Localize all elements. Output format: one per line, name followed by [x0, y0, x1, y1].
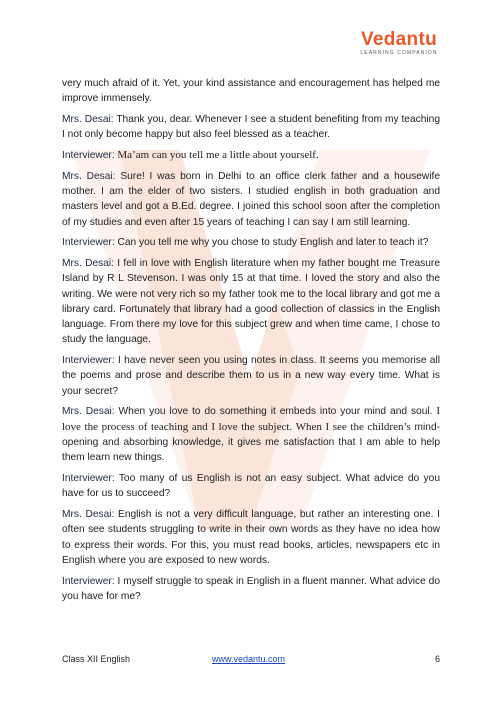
speaker-label: Interviewer:	[62, 237, 115, 249]
logo-tagline: LEARNING COMPANION	[360, 50, 438, 56]
paragraph-text: Too many of us English is not an easy subject. What advice do you have for us to succeed?	[62, 472, 440, 500]
paragraph-text-serif: I love the process of teaching and I love the subject. When I see the children’s	[62, 405, 440, 433]
paragraph-2	[62, 148, 440, 163]
paragraph-6	[62, 353, 440, 399]
paragraph-text: When you love to do something it embeds into your mind and soul.	[114, 406, 433, 418]
interview-text	[62, 76, 440, 610]
paragraph-text: Can you tell me why you chose to study English and later to teach it?	[114, 237, 429, 249]
vedantu-logo	[344, 30, 454, 57]
paragraph-9	[62, 507, 440, 568]
paragraph-text-after: mind-opening and absorbing knowledge, it gives me satisfaction that I am able to help them learn new things.	[62, 421, 440, 464]
paragraph-10	[62, 574, 440, 605]
paragraph-text: Thank you, dear. Whenever I see a student benefiting from my teaching I not only become happy but also feel blessed as a teacher.	[62, 113, 440, 141]
paragraph-0	[62, 76, 440, 107]
speaker-label: Interviewer:	[62, 149, 115, 161]
paragraph-5	[62, 256, 440, 348]
paragraph-text: very much afraid of it. Yet, your kind assistance and encouragement has helped me improve immensely.	[62, 78, 440, 105]
paragraph-4	[62, 235, 440, 250]
paragraph-text: Sure! I was born in Delhi to an office clerk father and a housewife mother. I am the elder of two sisters. I studied english in both graduation and masters level and got a B.Ed. degree. I joined this school soon after the completion of my studies and even after 15 years of teaching I can say I am still learning.	[62, 170, 441, 228]
paragraph-1	[62, 112, 440, 143]
footer-website-link[interactable]: www.vedantu.com	[212, 654, 286, 664]
speaker-label: Mrs. Desai:	[62, 257, 114, 269]
speaker-label: Mrs. Desai:	[62, 113, 114, 125]
paragraph-text: Ma’am can you tell me a little about yourself.	[114, 148, 319, 161]
speaker-label: Interviewer:	[62, 355, 115, 367]
paragraph-7	[62, 404, 440, 465]
speaker-label: Mrs. Desai:	[62, 508, 115, 520]
paragraph-text: I have never seen you using notes in class. It seems you memorise all the poems and prose and describe them to us in a new way every time. What is your secret?	[62, 355, 440, 397]
paragraph-3	[62, 169, 440, 230]
speaker-label: Interviewer:	[62, 575, 115, 587]
paragraph-text: I myself struggle to speak in English in a fluent manner. What advice do you have for me?	[62, 575, 440, 602]
page-footer	[62, 654, 440, 668]
speaker-label: Interviewer:	[62, 472, 115, 484]
logo-wordmark: Vedantu	[360, 29, 437, 50]
paragraph-text: I fell in love with English literature when my father bought me Treasure Island by R L Stevenson. I was only 15 at that time. I loved the story and also the writing. We were not very rich so my father took me to the local library and got me a library card. Fortunately that library had a good collection of classics in the English language. From there my love for this subject grew and when time came, I chose to study the language.	[62, 257, 440, 346]
footer-class-label: Class XII English	[62, 654, 131, 664]
speaker-label: Mrs. Desai:	[62, 170, 116, 182]
paragraph-8	[62, 471, 440, 502]
page-number: 6	[434, 654, 440, 664]
speaker-label: Mrs. Desai:	[62, 406, 115, 418]
paragraph-text: English is not a very difficult language, but rather an interesting one. I often see students struggling to write in their own words as they have no idea how to express their words. For this, you must read books, articles, newspapers etc in English where you are exposed to new words.	[62, 508, 440, 566]
